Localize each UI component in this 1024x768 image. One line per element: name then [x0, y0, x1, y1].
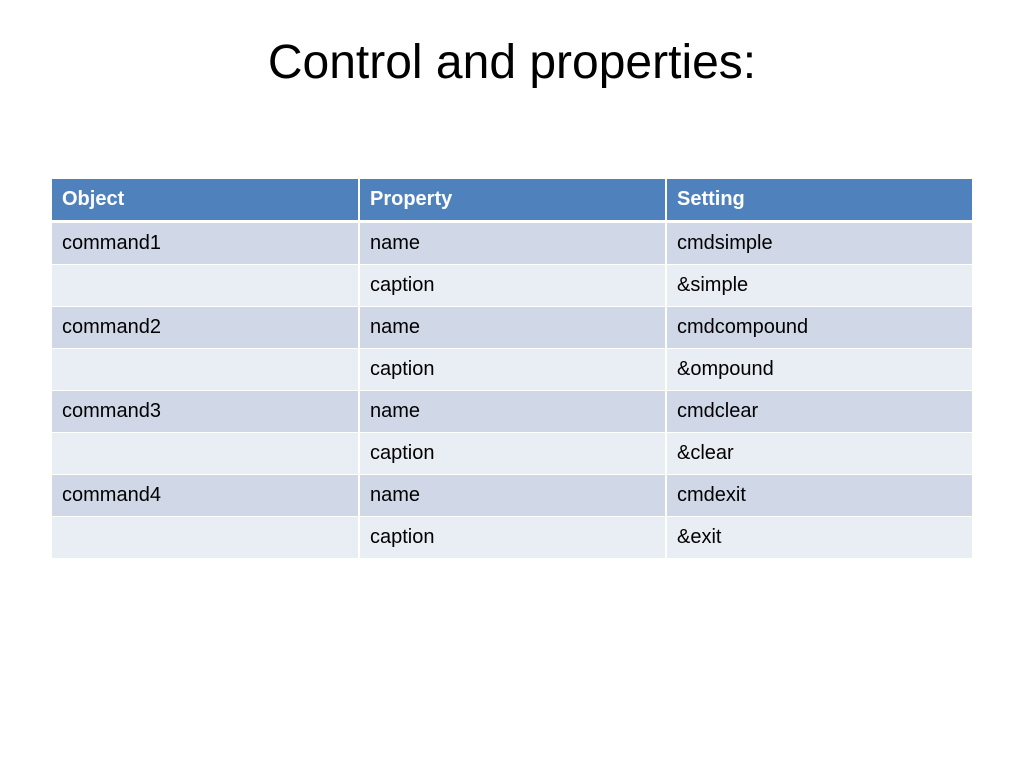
cell-setting: cmdcompound	[666, 307, 972, 349]
table-row	[52, 307, 972, 349]
cell-property: caption	[359, 265, 666, 307]
cell-setting: &exit	[666, 517, 972, 559]
cell-setting: cmdsimple	[666, 222, 972, 265]
table-row	[52, 433, 972, 475]
slide-title: Control and properties:	[267, 36, 757, 89]
cell-object	[52, 349, 359, 391]
table-row	[52, 265, 972, 307]
cell-property: name	[359, 222, 666, 265]
cell-setting: cmdexit	[666, 475, 972, 517]
table-header-row	[52, 179, 972, 222]
cell-object: command4	[52, 475, 359, 517]
cell-object: command3	[52, 391, 359, 433]
cell-property: name	[359, 307, 666, 349]
table-row	[52, 475, 972, 517]
table-row	[52, 517, 972, 559]
cell-object	[52, 517, 359, 559]
cell-setting: &clear	[666, 433, 972, 475]
cell-property: name	[359, 391, 666, 433]
cell-object: command2	[52, 307, 359, 349]
cell-setting: cmdclear	[666, 391, 972, 433]
header-setting: Setting	[666, 179, 972, 222]
cell-object	[52, 433, 359, 475]
header-property: Property	[359, 179, 666, 222]
cell-setting: &simple	[666, 265, 972, 307]
cell-setting: &ompound	[666, 349, 972, 391]
properties-table	[52, 179, 972, 559]
cell-property: caption	[359, 517, 666, 559]
table-row	[52, 222, 972, 265]
cell-property: caption	[359, 349, 666, 391]
cell-property: caption	[359, 433, 666, 475]
cell-object	[52, 265, 359, 307]
table-row	[52, 391, 972, 433]
cell-object: command1	[52, 222, 359, 265]
table-row	[52, 349, 972, 391]
header-object: Object	[52, 179, 359, 222]
cell-property: name	[359, 475, 666, 517]
